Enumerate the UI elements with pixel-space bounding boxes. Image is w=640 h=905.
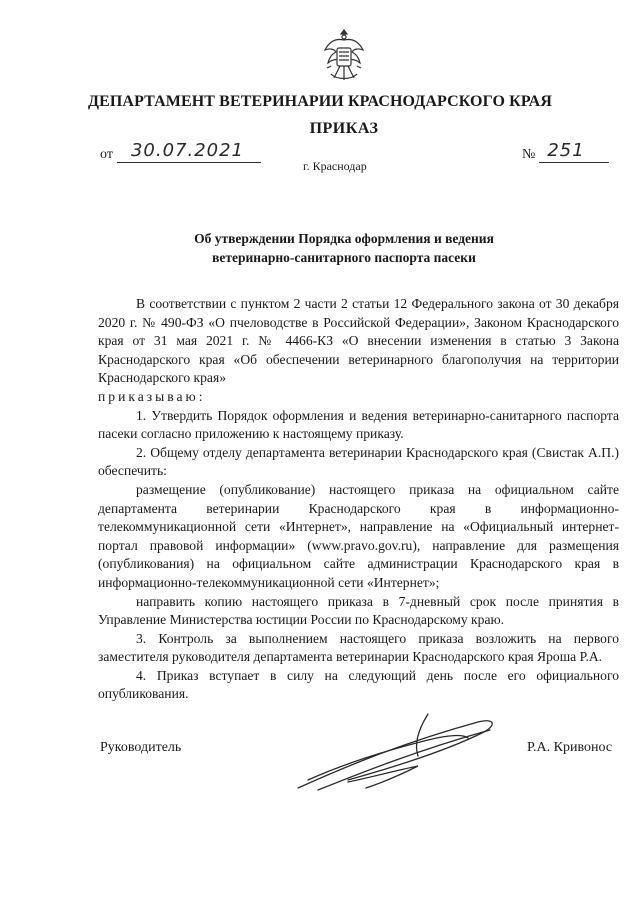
order-number-field [522, 140, 609, 163]
handwritten-number: 251 [547, 140, 585, 161]
signer-position: Руководитель [100, 740, 182, 755]
order-word: приказываю: [98, 388, 206, 404]
item-2-paragraph: 2. Общему отделу департамента ветеринарии Краснодарского края (Свистак А.П.) обеспечить: [98, 444, 619, 479]
preamble-paragraph: В соответствии с пунктом 2 части 2 статьи 12 Федерального закона от 30 декабря 2020 г. № 490-ФЗ «О пчеловодстве в Российской Федерации», Законом Краснодарского края от 31 мая 2021 г. № 4466-КЗ «О внесении изменения в статью 3 Закона Краснодарского края «Об обеспечении ветеринарного благополучия на территории Краснодарского края» [98, 296, 619, 386]
item-2a-paragraph: размещение (опубликование) настоящего приказа на официальном сайте департамента ветеринарии Краснодарского края в информационно-телекоммуникационной сети «Интернет», направление на «Официальный интернет-портал правовой информации» (www.pravo.gov.ru), направление для размещения (опубликования) на официальном сайте администрации Краснодарского края в информационно-телекоммуникационной сети «Интернет»; [98, 481, 619, 590]
department-name: ДЕПАРТАМЕНТ ВЕТЕРИНАРИИ КРАСНОДАРСКОГО КРАЯ [88, 93, 552, 110]
number-underline [539, 140, 609, 163]
item-3-paragraph: 3. Контроль за выполнением настоящего приказа возложить на первого заместителя руководителя департамента ветеринарии Краснодарского края Яроша Р.А. [98, 630, 619, 665]
title-line-1: Об утверждении Порядка оформления и ведения [194, 231, 494, 246]
coat-of-arms-emblem-icon [321, 28, 367, 84]
date-prefix: от [100, 147, 113, 162]
item-1-paragraph: 1. Утвердить Порядок оформления и ведения ветеринарно-санитарного паспорта пасеки согласно приложению к настоящему приказу. [98, 407, 619, 442]
order-title [0, 229, 640, 267]
document-type: ПРИКАЗ [309, 120, 379, 137]
handwritten-date: 30.07.2021 [130, 140, 244, 161]
handwritten-signature-icon [278, 700, 508, 800]
date-underline [117, 140, 261, 163]
order-date-field [100, 140, 261, 163]
city-name: г. Краснодар [303, 159, 367, 173]
item-2b-paragraph: направить копию настоящего приказа в 7-дневный срок после принятия в Управление Министерства юстиции России по Краснодарскому краю. [98, 593, 619, 628]
number-prefix: № [522, 147, 536, 162]
signer-name: Р.А. Кривонос [527, 740, 613, 755]
item-4-paragraph: 4. Приказ вступает в силу на следующий день после его официального опубликования. [98, 667, 619, 702]
title-line-2: ветеринарно-санитарного паспорта пасеки [212, 250, 476, 265]
order-body [98, 295, 619, 704]
